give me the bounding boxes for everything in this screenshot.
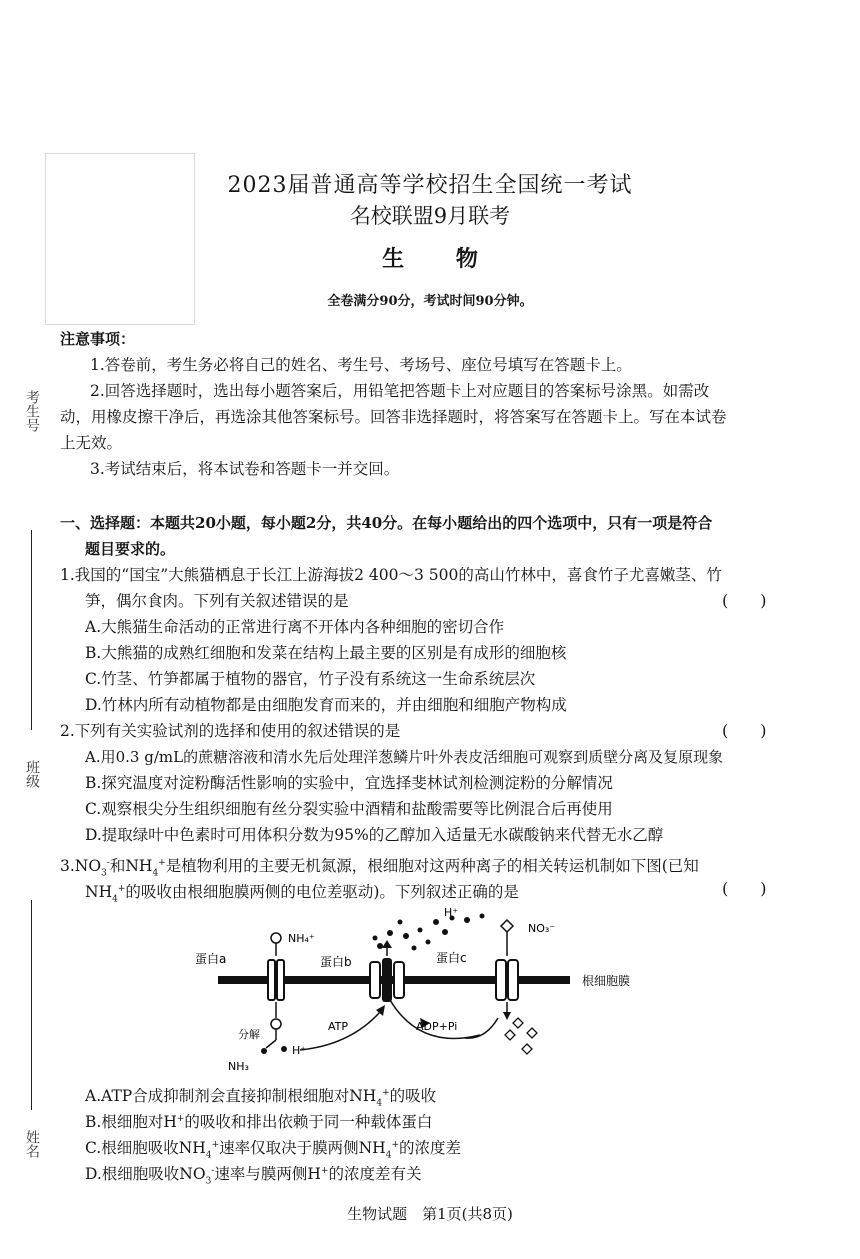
exam-subtitle: 名校联盟9月联考 bbox=[349, 204, 511, 228]
side-label-name: 姓名 bbox=[24, 1130, 40, 1158]
answer-paren: ( ) bbox=[722, 721, 767, 740]
question-1-stem: 1.我国的“国宝”大熊猫栖息于长江上游海拔2 400～3 500的高山竹林中，喜食竹子尤喜嫩茎、竹 bbox=[60, 566, 722, 584]
option-d: D.竹林内所有动植物都是由细胞发育而来的，并由细胞和细胞产物构成 bbox=[85, 696, 567, 714]
option-b: B.根细胞对H+的吸收和排出依赖于同一种载体蛋白 bbox=[85, 1113, 433, 1132]
side-line bbox=[31, 530, 32, 730]
option-c: C.竹茎、竹笋都属于植物的器官，竹子没有系统这一生命系统层次 bbox=[85, 670, 536, 688]
notice-heading: 注意事项： bbox=[60, 330, 136, 348]
notice-item: 上无效。 bbox=[60, 434, 123, 452]
option-c: C.观察根尖分生组织细胞有丝分裂实验中酒精和盐酸需要等比例混合后再使用 bbox=[85, 800, 613, 818]
protein-b bbox=[370, 940, 404, 1002]
section-heading: 一、选择题：本题共20小题，每小题2分，共40分。在每小题给出的四个选项中，只有一项是符合 bbox=[60, 514, 713, 532]
protein-a bbox=[261, 933, 287, 1054]
nitrate-diamonds bbox=[505, 1018, 537, 1054]
page-footer: 生物试题 第1页(共8页) bbox=[347, 1205, 513, 1223]
label-protein-a: 蛋白a bbox=[195, 952, 227, 966]
full-mark-note: 全卷满分90分，考试时间90分钟。 bbox=[327, 294, 533, 309]
label-h-bottom: H⁺ bbox=[292, 1044, 307, 1057]
label-protein-b: 蛋白b bbox=[320, 955, 352, 969]
option-a: A.大熊猫生命活动的正常进行离不开体内各种细胞的密切合作 bbox=[85, 618, 505, 636]
side-label-exam-no: 考生号 bbox=[24, 390, 40, 432]
option-d: D.提取绿叶中色素时可用体积分数为95%的乙醇加入适量无水碳酸钠来代替无水乙醇 bbox=[85, 826, 664, 844]
side-line bbox=[31, 900, 32, 1110]
label-atp: ATP bbox=[328, 1020, 349, 1033]
question-3-stem: $3.NO_3^-$和$NH_4^+$是植物利用的主要无机氮源，根细胞对这两种离子的相关转运机制如下图(已知 bbox=[60, 857, 699, 879]
protein-c bbox=[496, 920, 518, 1020]
notice-item: 1.答卷前，考生务必将自己的姓名、考生号、考场号、座位号填写在答题卡上。 bbox=[90, 356, 632, 374]
option-b: B.探究温度对淀粉酶活性影响的实验中，宜选择斐林试剂检测淀粉的分解情况 bbox=[85, 774, 613, 792]
answer-paren: ( ) bbox=[722, 879, 767, 898]
notice-item: 2.回答选择题时，选出每小题答案后，用铅笔把答题卡上对应题目的答案标号涂黑。如需改 bbox=[90, 382, 710, 400]
option-a: A.用0.3 g/mL的蔗糖溶液和清水先后处理洋葱鳞片叶外表皮活细胞可观察到质壁分离及复原现象 bbox=[85, 748, 724, 766]
option-c: C.根细胞吸收$NH_4^+$速率仅取决于膜两侧$NH_4^+$的浓度差 bbox=[85, 1139, 461, 1161]
label-adp: ADP+Pi bbox=[416, 1020, 458, 1033]
question-3-stem-cont: $NH_4^+$的吸收由根细胞膜两侧的电位差驱动)。下列叙述正确的是 bbox=[85, 883, 519, 905]
label-decompose: 分解 bbox=[238, 1028, 260, 1041]
label-nh4: NH₄⁺ bbox=[288, 932, 315, 945]
exam-title: 2023届普通高等学校招生全国统一考试 bbox=[227, 173, 633, 198]
question-2-stem: 2.下列有关实验试剂的选择和使用的叙述错误的是 bbox=[60, 722, 401, 740]
transport-diagram bbox=[180, 900, 650, 1075]
question-1-stem-cont: 笋，偶尔食肉。下列有关叙述错误的是 bbox=[85, 592, 349, 610]
notice-item: 3.考试结束后，将本试卷和答题卡一并交回。 bbox=[90, 460, 400, 478]
subject-title: 生 物 bbox=[382, 246, 500, 272]
notice-item: 动，用橡皮擦干净后，再选涂其他答案标号。回答非选择题时，将答案写在答题卡上。写在本试卷 bbox=[60, 408, 727, 426]
section-heading-cont: 题目要求的。 bbox=[85, 540, 176, 558]
label-no3: NO₃⁻ bbox=[528, 922, 556, 935]
label-protein-c: 蛋白c bbox=[436, 951, 467, 965]
option-a: A.ATP合成抑制剂会直接抑制根细胞对$NH_4^+$的吸收 bbox=[85, 1087, 437, 1109]
label-membrane: 根细胞膜 bbox=[582, 974, 631, 988]
side-label-class: 班级 bbox=[24, 760, 40, 788]
label-nh3: NH₃ bbox=[228, 1060, 249, 1073]
label-h-top: H⁺ bbox=[444, 906, 459, 919]
option-b: B.大熊猫的成熟红细胞和发菜在结构上最主要的区别是有成形的细胞核 bbox=[85, 644, 567, 662]
answer-paren: ( ) bbox=[722, 591, 767, 610]
option-d: D.根细胞吸收$NO_3^-$速率与膜两侧H+的浓度差有关 bbox=[85, 1165, 422, 1187]
